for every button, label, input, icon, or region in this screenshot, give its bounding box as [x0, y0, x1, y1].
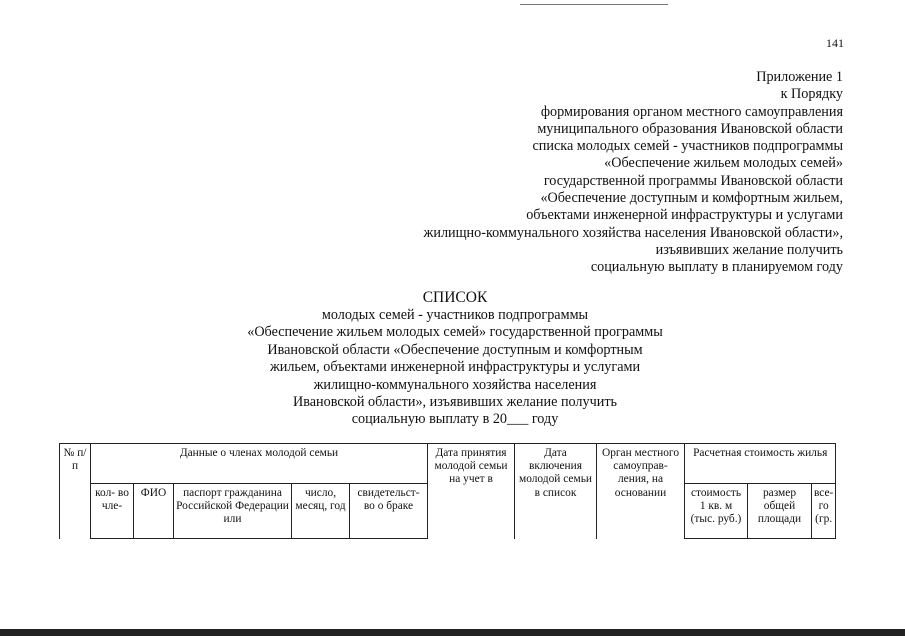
appendix-line: «Обеспечение жильем молодых семей» [604, 155, 843, 172]
col-passport-header: паспорт гражданина Российской Федерации или [174, 484, 292, 539]
col-housing-cost-header: Расчетная стоимость жилья [685, 444, 836, 484]
list-title-line: Ивановской области», изъявивших желание получить [292, 394, 618, 411]
appendix-header [424, 69, 843, 277]
appendix-line: муниципального образования Ивановской области [537, 120, 843, 137]
appendix-line: объектами инженерной инфраструктуры и услугами [526, 207, 843, 224]
list-title-line: жилищно-коммунального хозяйства населения [313, 376, 597, 393]
col-cost-per-sqm-header: стоимость 1 кв. м (тыс. руб.) [685, 484, 748, 539]
list-title-line: жильем, объектами инженерной инфраструктуры и услугами [269, 359, 641, 376]
page-number: 141 [826, 36, 844, 50]
list-title-line: молодых семей - участников подпрограммы [321, 307, 589, 323]
appendix-line: изъявивших желание получить [655, 241, 843, 258]
appendix-line: к Порядку [780, 86, 843, 103]
col-family-data-header: Данные о членах молодой семьи [91, 444, 428, 484]
list-title-line: социальную выплату в 20___ году [351, 411, 559, 428]
col-total-header: все- го (гр. [812, 484, 836, 539]
appendix-line: Приложение 1 [756, 69, 843, 85]
list-title [150, 289, 760, 429]
col-marriage-cert-header: свидетельст- во о браке [350, 484, 428, 539]
col-fio-header: ФИО [134, 484, 174, 539]
col-number-header: № п/п [60, 444, 91, 539]
appendix-line: формирования органом местного самоуправления [540, 103, 843, 120]
list-title-line: «Обеспечение жильем молодых семей» государственной программы [247, 324, 663, 341]
col-count-header: кол- во чле- [91, 484, 134, 539]
col-date-include-header: Дата включения молодой семьи в список [515, 444, 597, 539]
appendix-line: государственной программы Ивановской области [543, 172, 843, 189]
col-total-area-header: размер общей площади [748, 484, 812, 539]
appendix-line: списка молодых семей - участников подпрограммы [532, 138, 843, 155]
col-date-accept-header: Дата принятия молодой семьи на учет в [428, 444, 515, 539]
appendix-line: социальную выплату в планируемом году [590, 259, 843, 276]
col-local-authority-header: Орган местного самоуправ- ления, на основании [597, 444, 685, 539]
scan-bottom-edge [0, 629, 905, 636]
list-title-line: Ивановской области «Обеспечение доступным и комфортным [267, 341, 643, 358]
appendix-line: жилищно-коммунального хозяйства населения Ивановской области», [423, 224, 843, 241]
top-rule [520, 4, 668, 5]
col-birth-date-header: число, месяц, год [292, 484, 350, 539]
list-heading: СПИСОК [422, 289, 488, 306]
appendix-line: «Обеспечение доступным и комфортным жильем, [540, 190, 843, 207]
families-table [59, 443, 836, 539]
